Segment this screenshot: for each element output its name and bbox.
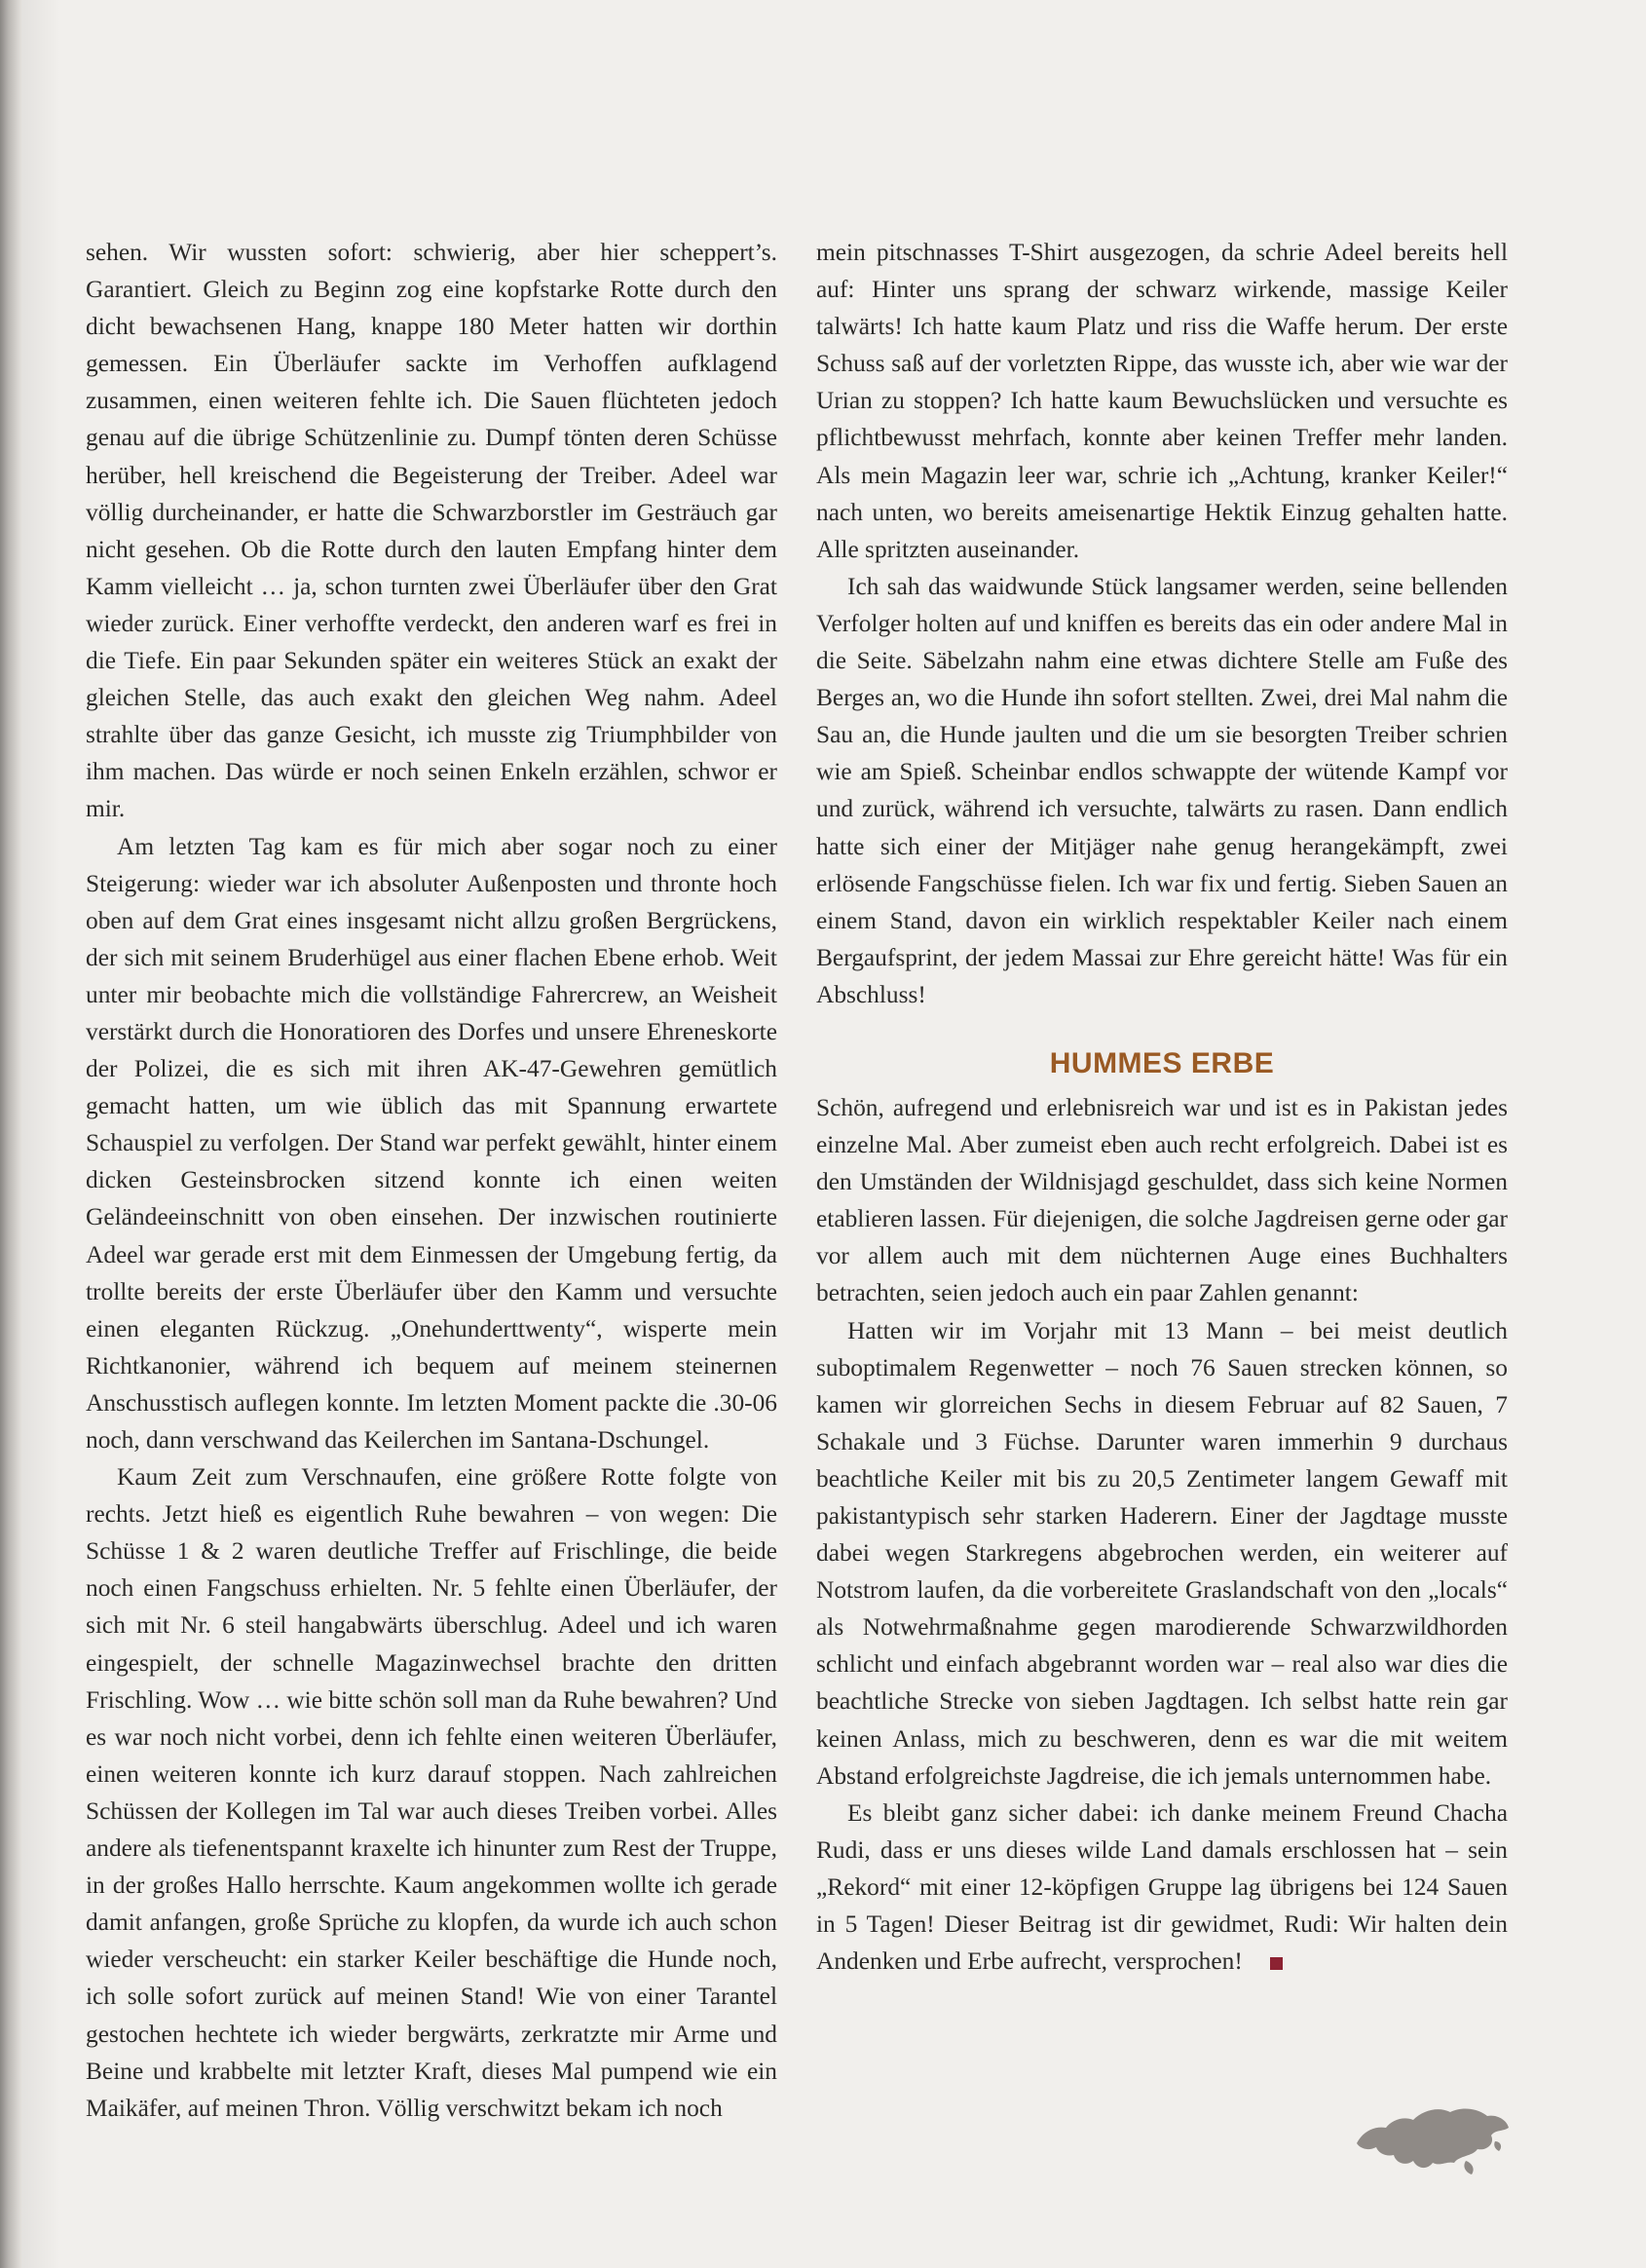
right-column — [816, 234, 1508, 1980]
closing-paragraph — [816, 1795, 1508, 1980]
left-column — [86, 234, 777, 2127]
body-paragraph: mein pitschnasses T-Shirt ausgezogen, da schrie Adeel bereits hell auf: Hinter uns sprang der schwarz wirkende, massige Keiler talwärts! Ich hatte kaum Platz und riss die Waffe herum. Der erste Schuss saß auf der vorletzten Rippe, das wusste ich, aber wie war der Urian zu stoppen? Ich hatte kaum Bewuchslücken und versuchte es pflichtbewusst mehrfach, konnte aber keinen Treffer mehr landen. Als mein Magazin leer war, schrie ich „Achtung, kranker Keiler!“ nach unten, wo bereits ameisenartige Hektik Einzug gehalten hatte. Alle spritzten auseinander. — [816, 239, 1508, 563]
body-paragraph: sehen. Wir wussten sofort: schwierig, aber hier scheppert’s. Garantiert. Gleich zu Beginn zog eine kopfstarke Rotte durch den dicht bewachsenen Hang, knappe 180 Meter hatten wir dorthin gemessen. Ein Überläufer sackte im Verhoffen aufklagend zusammen, einen weiteren fehlte ich. Die Sauen flüchteten jedoch genau auf die übrige Schützenlinie zu. Dumpf tönten deren Schüsse herüber, hell kreischend die Begeisterung der Treiber. Adeel war völlig durcheinander, er hatte die Schwarzborstler im Gesträuch gar nicht gesehen. Ob die Rotte durch den lauten Empfang hinter dem Kamm vielleicht … ja, schon turnten zwei Überläufer über den Grat wieder zurück. Einer verhoffte verdeckt, den anderen warf es frei in die Tiefe. Ein paar Sekunden später ein weiteres Stück an exakt der gleichen Stelle, das auch exakt den gleichen Weg nahm. Adeel strahlte über das ganze Gesicht, ich musste zig Triumphbilder von ihm machen. Das würde er noch seinen Enkeln erzählen, schwor er mir. — [86, 239, 777, 823]
body-paragraph: Kaum Zeit zum Verschnaufen, eine größere Rotte folgte von rechts. Jetzt hieß es eigentlich Ruhe bewahren – von wegen: Die Schüsse 1 & 2 waren deutliche Treffer auf Frischlinge, die beide noch einen Fangschuss erhielten. Nr. 5 fehlte einen Überläufer, der sich mit Nr. 6 steil hangabwärts überschlug. Adeel und ich waren eingespielt, der schnelle Magazinwechsel brachte den dritten Frischling. Wow … wie bitte schön soll man da Ruhe bewahren? Und es war noch nicht vorbei, denn ich fehlte einen weiteren Überläufer, einen weiteren konnte ich kurz darauf stoppen. Nach zahlreichen Schüssen der Kollegen im Tal war auch dieses Treiben vorbei. Alles andere als tiefenentspannt kraxelte ich hinunter zum Rest der Truppe, in der großes Hallo herrschte. Kaum angekommen wollte ich gerade damit anfangen, große Sprüche zu klopfen, da wurde ich auch schon wieder verscheucht: ein starker Keiler beschäftige die Hunde noch, ich solle sofort zurück auf meinen Stand! Wie von einer Tarantel gestochen hechtete ich wieder bergwärts, zerkratzte mir Arme und Beine und krabbelte mit letzter Kraft, dieses Mal pumpend wie ein Maikäfer, auf meinen Thron. Völlig verschwitzt bekam ich noch — [86, 1463, 777, 2122]
end-mark-icon — [1270, 1957, 1283, 1970]
body-paragraph: Am letzten Tag kam es für mich aber sogar noch zu einer Steigerung: wieder war ich absoluter Außenposten und thronte hoch oben auf dem Grat eines insgesamt nicht allzu großen Bergrückens, der sich mit seinem Bruderhügel aus einer flachen Ebene erhob. Weit unter mir beobachte mich die vollständige Fahrercrew, an Weisheit verstärkt durch die Honoratioren des Dorfes und unsere Ehreneskorte der Polizei, die es sich mit ihren AK-47-Gewehren gemütlich gemacht hatten, um wie üblich das mit Spannung erwartete Schauspiel zu verfolgen. Der Stand war perfekt gewählt, hinter einem dicken Gesteinsbrocken sitzend konnte ich einen weiten Geländeeinschnitt von oben einsehen. Der inzwischen routinierte Adeel war gerade erst mit dem Einmessen der Umgebung fertig, da trollte bereits der erste Überläufer über den Kamm und versuchte einen eleganten Rückzug. „Onehunderttwenty“, wisperte mein Richtkanonier, während ich bequem auf meinem steinernen Anschusstisch auflegen konnte. Im letzten Moment packte die .30-06 noch, dann verschwand das Keilerchen im Santana-Dschungel. — [86, 832, 777, 1454]
body-paragraph: Ich sah das waidwunde Stück langsamer werden, seine bellenden Verfolger holten auf und kniffen es bereits das ein oder andere Mal in die Seite. Säbelzahn nahm eine etwas dichtere Stelle am Fuße des Berges an, wo die Hunde ihn sofort stellten. Zwei, drei Mal nahm die Sau an, die Hunde jaulten und die um sie besorgten Treiber schrien wie am Spieß. Scheinbar endlos schwappte der wütende Kampf vor und zurück, während ich versuchte, talwärts zu rasen. Dann endlich hatte sich einer der Mitjäger nahe genug herangekämpft, zwei erlösende Fangschüsse fielen. Ich war fix und fertig. Sieben Sauen an einem Stand, davon ein wirklich respektabler Keiler nach einem Bergaufsprint, der jedem Massai zur Ehre gereicht hätte! Was für ein Abschluss! — [816, 572, 1508, 1008]
body-paragraph: Schön, aufregend und erlebnisreich war und ist es in Pakistan jedes einzelne Mal. Aber zumeist eben auch recht erfolgreich. Dabei ist es den Umständen der Wildnisjagd geschuldet, dass sich keine Normen etablieren lassen. Für diejenigen, die solche Jagdreisen gerne oder gar vor allem auch mit dem nüchternen Auge eines Buchhalters betrachten, seien jedoch auch ein paar Zahlen genannt: — [816, 1093, 1508, 1307]
body-paragraph: Hatten wir im Vorjahr mit 13 Mann – bei meist deutlich suboptimalem Regenwetter – noch 76 Sauen strecken können, so kamen wir glorreichen Sechs in diesem Februar auf 82 Sauen, 7 Schakale und 3 Füchse. Darunter waren immerhin 9 durchaus beachtliche Keiler mit bis zu 20,5 Zentimeter langem Gewaff mit pakistantypisch sehr starken Haderern. Einer der Jagdtage musste dabei wegen Starkregens abgebrochen werden, ein weiterer auf Notstrom laufen, da die vorbereitete Graslandschaft von den „locals“ als Notwehrmaßnahme gegen marodierende Schwarzwildhorden schlicht und einfach abgebrannt worden war – real also war dies die beachtliche Strecke von sieben Jagdtagen. Ich selbst hatte rein gar keinen Anlass, mich zu beschweren, denn es war die mit weitem Abstand erfolgreichste Jagdreise, die ich jemals unternommen habe. — [816, 1316, 1508, 1790]
asia-continent-icon — [1349, 2093, 1515, 2180]
page-gutter-shade — [21, 0, 60, 2268]
book-spine-shadow — [0, 0, 21, 2268]
closing-paragraph-text: Es bleibt ganz sicher dabei: ich danke meinem Freund Chacha Rudi, dass er uns dieses wilde Land damals erschlossen hat – sein „Rekord“ mit einer 12-köpfigen Gruppe lag übrigens bei 124 Sauen in 5 Tagen! Dieser Beitrag ist dir gewidmet, Rudi: Wir halten dein Andenken und Erbe aufrecht, versprochen! — [816, 1798, 1508, 1976]
section-heading: HUMMES ERBE — [1049, 1046, 1275, 1079]
